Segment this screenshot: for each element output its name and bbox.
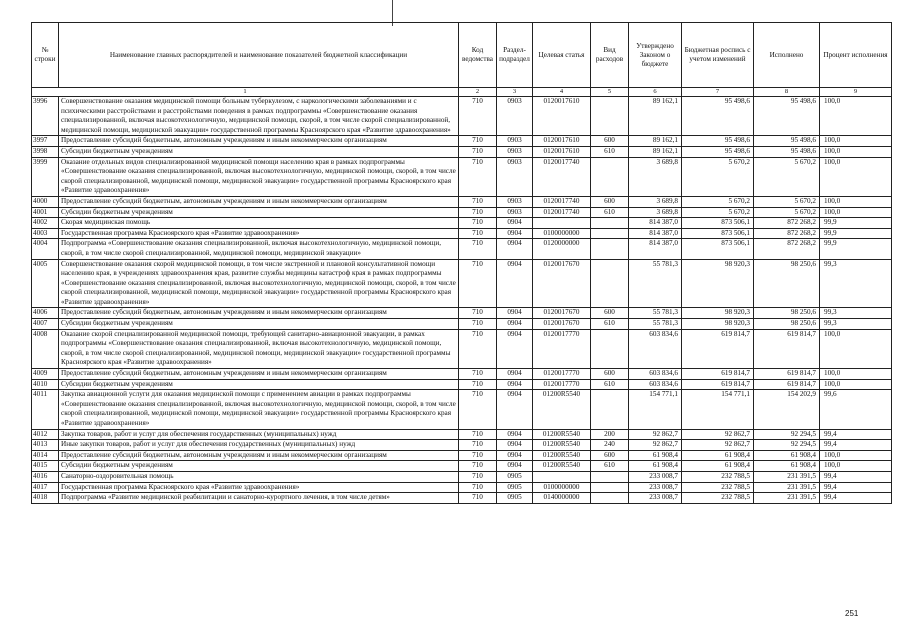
dept-code: 710 (459, 429, 497, 440)
target-article: 0120017670 (533, 308, 591, 319)
row-name: Иные закупки товаров, работ и услуг для обеспечения государственных (муниципальных) нужд (59, 440, 459, 451)
row-name: Предоставление субсидий бюджетным, автономным учреждениям и иным некоммерческим организациям (59, 196, 459, 207)
budget-list-amount: 5 670,2 (682, 157, 754, 196)
execution-percent: 99,3 (820, 319, 892, 330)
row-number: 4007 (32, 319, 59, 330)
budget-list-amount: 873 506,1 (682, 239, 754, 259)
expense-type: 240 (591, 440, 629, 451)
approved-amount: 3 689,8 (629, 207, 682, 218)
executed-amount: 872 268,2 (754, 239, 820, 259)
approved-amount: 3 689,8 (629, 196, 682, 207)
table-row (32, 329, 892, 368)
header-expense-type: Вид расходов (591, 23, 629, 88)
target-article: 0120017770 (533, 379, 591, 390)
approved-amount: 55 781,3 (629, 259, 682, 308)
executed-amount: 5 670,2 (754, 157, 820, 196)
row-number: 4016 (32, 471, 59, 482)
budget-list-amount: 61 908,4 (682, 461, 754, 472)
approved-amount: 92 862,7 (629, 440, 682, 451)
approved-amount: 233 008,7 (629, 493, 682, 504)
dept-code: 710 (459, 482, 497, 493)
executed-amount: 5 670,2 (754, 196, 820, 207)
execution-percent: 100,0 (820, 461, 892, 472)
row-name: Оказание скорой специализированной медицинской помощи, требующей санитарно-авиационной эвакуации, в рамках подпрограммы «Совершенствование оказания специализированной, включая высокотехнологичную, медицинской помощи, скорой, в том числе скорой специализированной, медицинской помощи, медицинской эвакуации» государственной программы Красноярского края «Развитие здравоохранения» (59, 329, 459, 368)
dept-code: 710 (459, 218, 497, 229)
budget-list-amount: 232 788,5 (682, 482, 754, 493)
budget-list-amount: 98 920,3 (682, 259, 754, 308)
table-row (32, 482, 892, 493)
row-name: Совершенствование оказания скорой медицинской помощи, в том числе экстренной и плановой консультативной помощи населению края, в учреждениях здравоохранения края, развитие службы медицины катастроф края в рамках подпрограммы «Совершенствование оказания специализированной, включая высокотехнологичную, медицинской помощи, скорой, в том числе скорой специализированной, медицинской помощи, медицинской эвакуации» государственной программы Красноярского края «Развитие здравоохранения» (59, 259, 459, 308)
target-article: 01200R5540 (533, 450, 591, 461)
section-code: 0903 (497, 146, 533, 157)
target-article: 0120017740 (533, 157, 591, 196)
section-code: 0904 (497, 239, 533, 259)
table-row (32, 228, 892, 239)
dept-code: 710 (459, 157, 497, 196)
target-article (533, 218, 591, 229)
row-number: 3999 (32, 157, 59, 196)
row-number: 4003 (32, 228, 59, 239)
executed-amount: 98 250,6 (754, 259, 820, 308)
table-body (32, 97, 892, 504)
dept-code: 710 (459, 379, 497, 390)
row-number: 4012 (32, 429, 59, 440)
execution-percent: 99,6 (820, 390, 892, 429)
expense-type: 600 (591, 450, 629, 461)
table-row (32, 319, 892, 330)
section-code: 0904 (497, 308, 533, 319)
executed-amount: 98 250,6 (754, 308, 820, 319)
row-name: Подпрограмма «Развитие медицинской реабилитации и санаторно-курортного лечения, в том числе детям» (59, 493, 459, 504)
dept-code: 710 (459, 450, 497, 461)
expense-type: 610 (591, 146, 629, 157)
table-row (32, 450, 892, 461)
execution-percent: 100,0 (820, 97, 892, 136)
expense-type (591, 329, 629, 368)
target-article: 0120017610 (533, 146, 591, 157)
approved-amount: 233 008,7 (629, 471, 682, 482)
execution-percent: 100,0 (820, 136, 892, 147)
target-article (533, 471, 591, 482)
expense-type (591, 97, 629, 136)
dept-code: 710 (459, 308, 497, 319)
row-number: 4002 (32, 218, 59, 229)
executed-amount: 231 391,5 (754, 471, 820, 482)
table-row (32, 157, 892, 196)
dept-code: 710 (459, 461, 497, 472)
budget-list-amount: 92 862,7 (682, 440, 754, 451)
column-number: 7 (682, 88, 754, 97)
executed-amount: 619 814,7 (754, 329, 820, 368)
table-row (32, 239, 892, 259)
budget-table (31, 22, 892, 504)
target-article: 0120017740 (533, 207, 591, 218)
executed-amount: 231 391,5 (754, 482, 820, 493)
row-number: 4011 (32, 390, 59, 429)
column-number: 5 (591, 88, 629, 97)
budget-list-amount: 5 670,2 (682, 196, 754, 207)
section-code: 0903 (497, 97, 533, 136)
row-name: Государственная программа Красноярского края «Развитие здравоохранения» (59, 228, 459, 239)
header-percent: Процент исполнения (820, 23, 892, 88)
execution-percent: 100,0 (820, 207, 892, 218)
header-executed: Исполнено (754, 23, 820, 88)
budget-list-amount: 92 862,7 (682, 429, 754, 440)
row-number: 3996 (32, 97, 59, 136)
budget-list-amount: 873 506,1 (682, 218, 754, 229)
executed-amount: 95 498,6 (754, 97, 820, 136)
target-article: 0120017670 (533, 319, 591, 330)
header-row-no: № строки (32, 23, 59, 88)
target-article: 01200R5540 (533, 440, 591, 451)
table-row (32, 218, 892, 229)
executed-amount: 231 391,5 (754, 493, 820, 504)
column-number: 3 (497, 88, 533, 97)
execution-percent: 99,9 (820, 228, 892, 239)
executed-amount: 619 814,7 (754, 379, 820, 390)
execution-percent: 100,0 (820, 379, 892, 390)
target-article: 0100000000 (533, 482, 591, 493)
execution-percent: 99,9 (820, 218, 892, 229)
column-number: 4 (533, 88, 591, 97)
approved-amount: 603 834,6 (629, 329, 682, 368)
row-number: 4014 (32, 450, 59, 461)
execution-percent: 100,0 (820, 369, 892, 380)
row-number: 4005 (32, 259, 59, 308)
table-row (32, 471, 892, 482)
budget-list-amount: 232 788,5 (682, 471, 754, 482)
row-number: 4004 (32, 239, 59, 259)
section-code: 0904 (497, 369, 533, 380)
executed-amount: 92 294,5 (754, 440, 820, 451)
execution-percent: 100,0 (820, 450, 892, 461)
row-number: 4008 (32, 329, 59, 368)
row-name: Субсидии бюджетным учреждениям (59, 207, 459, 218)
budget-list-amount: 873 506,1 (682, 228, 754, 239)
budget-list-amount: 61 908,4 (682, 450, 754, 461)
expense-type: 600 (591, 196, 629, 207)
approved-amount: 89 162,1 (629, 97, 682, 136)
expense-type: 610 (591, 379, 629, 390)
target-article: 0100000000 (533, 228, 591, 239)
table-row (32, 390, 892, 429)
approved-amount: 61 908,4 (629, 461, 682, 472)
target-article: 0120017770 (533, 329, 591, 368)
row-name: Совершенствование оказания медицинской помощи больным туберкулезом, с наркологическими заболеваниями и с психическими расстройствами и расстройствами поведения в рамках подпрограммы «Совершенствование оказания специализированной, включая высокотехнологичную, медицинской помощи, скорой, в том числе скорой специализированной, медицинской помощи, медицинской эвакуации» государственной программы Красноярского края «Развитие здравоохранения» (59, 97, 459, 136)
column-number: 2 (459, 88, 497, 97)
table-row (32, 429, 892, 440)
expense-type (591, 228, 629, 239)
budget-list-amount: 232 788,5 (682, 493, 754, 504)
dept-code: 710 (459, 390, 497, 429)
column-number-row (32, 88, 892, 97)
row-number: 4013 (32, 440, 59, 451)
target-article: 0120017770 (533, 369, 591, 380)
expense-type (591, 157, 629, 196)
expense-type (591, 390, 629, 429)
approved-amount: 814 387,0 (629, 218, 682, 229)
dept-code: 710 (459, 239, 497, 259)
dept-code: 710 (459, 493, 497, 504)
approved-amount: 89 162,1 (629, 136, 682, 147)
expense-type (591, 218, 629, 229)
expense-type: 600 (591, 369, 629, 380)
target-article: 0120017740 (533, 196, 591, 207)
expense-type: 200 (591, 429, 629, 440)
header-section: Раздел-подраздел (497, 23, 533, 88)
row-name: Закупка авиационной услуги для оказания медицинской помощи с применением авиации в рамках подпрограммы «Совершенствование оказания специализированной, включая высокотехнологичную, медицинской помощи, скорой, в том числе скорой специализированной, медицинской помощи, медицинской эвакуации» государственной программы Красноярского края «Развитие здравоохранения» (59, 390, 459, 429)
column-number: 1 (32, 88, 459, 97)
execution-percent: 99,4 (820, 493, 892, 504)
budget-list-amount: 619 814,7 (682, 379, 754, 390)
table-row (32, 440, 892, 451)
page-number: 251 (845, 609, 859, 618)
approved-amount: 89 162,1 (629, 146, 682, 157)
row-name: Предоставление субсидий бюджетным, автономным учреждениям и иным некоммерческим организациям (59, 136, 459, 147)
section-code: 0904 (497, 228, 533, 239)
target-article: 0120017670 (533, 259, 591, 308)
expense-type (591, 493, 629, 504)
row-name: Закупка товаров, работ и услуг для обеспечения государственных (муниципальных) нужд (59, 429, 459, 440)
approved-amount: 92 862,7 (629, 429, 682, 440)
budget-list-amount: 95 498,6 (682, 97, 754, 136)
dept-code: 710 (459, 207, 497, 218)
approved-amount: 55 781,3 (629, 319, 682, 330)
table-row (32, 308, 892, 319)
execution-percent: 100,0 (820, 146, 892, 157)
row-number: 4009 (32, 369, 59, 380)
target-article: 0120017610 (533, 97, 591, 136)
executed-amount: 92 294,5 (754, 429, 820, 440)
target-article: 01200R5540 (533, 461, 591, 472)
expense-type: 600 (591, 136, 629, 147)
row-number: 3997 (32, 136, 59, 147)
section-code: 0904 (497, 450, 533, 461)
executed-amount: 154 202,9 (754, 390, 820, 429)
table-row (32, 379, 892, 390)
execution-percent: 99,4 (820, 471, 892, 482)
header-target: Целевая статья (533, 23, 591, 88)
executed-amount: 98 250,6 (754, 319, 820, 330)
execution-percent: 99,4 (820, 482, 892, 493)
execution-percent: 99,4 (820, 440, 892, 451)
executed-amount: 872 268,2 (754, 218, 820, 229)
executed-amount: 95 498,6 (754, 146, 820, 157)
section-code: 0905 (497, 482, 533, 493)
row-name: Субсидии бюджетным учреждениям (59, 461, 459, 472)
expense-type (591, 259, 629, 308)
column-number: 6 (629, 88, 682, 97)
approved-amount: 61 908,4 (629, 450, 682, 461)
budget-list-amount: 98 920,3 (682, 308, 754, 319)
execution-percent: 100,0 (820, 196, 892, 207)
row-number: 3998 (32, 146, 59, 157)
column-number: 8 (754, 88, 820, 97)
expense-type: 610 (591, 207, 629, 218)
execution-percent: 99,3 (820, 308, 892, 319)
executed-amount: 95 498,6 (754, 136, 820, 147)
execution-percent: 100,0 (820, 329, 892, 368)
dept-code: 710 (459, 440, 497, 451)
row-number: 4001 (32, 207, 59, 218)
header-approved: Утверждено Законом о бюджете (629, 23, 682, 88)
table-row (32, 196, 892, 207)
section-code: 0904 (497, 329, 533, 368)
table-row (32, 97, 892, 136)
approved-amount: 55 781,3 (629, 308, 682, 319)
execution-percent: 99,4 (820, 429, 892, 440)
dept-code: 710 (459, 146, 497, 157)
dept-code: 710 (459, 329, 497, 368)
budget-list-amount: 619 814,7 (682, 329, 754, 368)
header-dept: Код ведомства (459, 23, 497, 88)
target-article: 01200R5540 (533, 390, 591, 429)
budget-list-amount: 154 771,1 (682, 390, 754, 429)
table-row (32, 493, 892, 504)
approved-amount: 814 387,0 (629, 228, 682, 239)
budget-list-amount: 98 920,3 (682, 319, 754, 330)
row-name: Предоставление субсидий бюджетным, автономным учреждениям и иным некоммерческим организациям (59, 450, 459, 461)
section-code: 0904 (497, 429, 533, 440)
executed-amount: 619 814,7 (754, 369, 820, 380)
header-budget-list: Бюджетная роспись с учетом изменений (682, 23, 754, 88)
row-name: Санаторно-оздоровительная помощь (59, 471, 459, 482)
dept-code: 710 (459, 196, 497, 207)
row-name: Предоставление субсидий бюджетным, автономным учреждениям и иным некоммерческим организациям (59, 308, 459, 319)
section-code: 0903 (497, 207, 533, 218)
executed-amount: 61 908,4 (754, 461, 820, 472)
expense-type (591, 482, 629, 493)
section-code: 0905 (497, 471, 533, 482)
row-name: Субсидии бюджетным учреждениям (59, 146, 459, 157)
section-code: 0904 (497, 218, 533, 229)
section-code: 0903 (497, 157, 533, 196)
section-code: 0903 (497, 136, 533, 147)
target-article: 0120000000 (533, 239, 591, 259)
dept-code: 710 (459, 369, 497, 380)
approved-amount: 814 387,0 (629, 239, 682, 259)
row-number: 4017 (32, 482, 59, 493)
budget-list-amount: 5 670,2 (682, 207, 754, 218)
table-row (32, 259, 892, 308)
executed-amount: 872 268,2 (754, 228, 820, 239)
execution-percent: 99,9 (820, 239, 892, 259)
section-code: 0904 (497, 461, 533, 472)
dept-code: 710 (459, 471, 497, 482)
table-row (32, 369, 892, 380)
budget-sheet (31, 22, 892, 504)
dept-code: 710 (459, 319, 497, 330)
row-name: Государственная программа Красноярского края «Развитие здравоохранения» (59, 482, 459, 493)
section-code: 0904 (497, 440, 533, 451)
table-row (32, 207, 892, 218)
row-number: 4000 (32, 196, 59, 207)
expense-type: 600 (591, 308, 629, 319)
row-number: 4015 (32, 461, 59, 472)
approved-amount: 233 008,7 (629, 482, 682, 493)
row-name: Субсидии бюджетным учреждениям (59, 379, 459, 390)
header-row (32, 23, 892, 88)
executed-amount: 5 670,2 (754, 207, 820, 218)
execution-percent: 99,3 (820, 259, 892, 308)
budget-list-amount: 619 814,7 (682, 369, 754, 380)
executed-amount: 61 908,4 (754, 450, 820, 461)
row-name: Оказание отдельных видов специализированной медицинской помощи населению края в рамках подпрограммы «Совершенствование оказания специализированной, включая высокотехнологичную, медицинской помощи, скорой, в том числе скорой специализированной, медицинской помощи, медицинской эвакуации» государственной программы Красноярского края «Развитие здравоохранения» (59, 157, 459, 196)
section-code: 0903 (497, 196, 533, 207)
budget-list-amount: 95 498,6 (682, 136, 754, 147)
section-code: 0904 (497, 259, 533, 308)
row-number: 4010 (32, 379, 59, 390)
section-code: 0904 (497, 390, 533, 429)
table-row (32, 136, 892, 147)
approved-amount: 603 834,6 (629, 369, 682, 380)
target-article: 01200R5540 (533, 429, 591, 440)
header-name: Наименование главных распорядителей и наименование показателей бюджетной классификации (59, 23, 459, 88)
dept-code: 710 (459, 228, 497, 239)
approved-amount: 603 834,6 (629, 379, 682, 390)
target-article: 0140000000 (533, 493, 591, 504)
dept-code: 710 (459, 259, 497, 308)
row-number: 4018 (32, 493, 59, 504)
column-number: 9 (820, 88, 892, 97)
expense-type (591, 471, 629, 482)
row-name: Субсидии бюджетным учреждениям (59, 319, 459, 330)
budget-list-amount: 95 498,6 (682, 146, 754, 157)
target-article: 0120017610 (533, 136, 591, 147)
row-name: Предоставление субсидий бюджетным, автономным учреждениям и иным некоммерческим организациям (59, 369, 459, 380)
row-name: Скорая медицинская помощь (59, 218, 459, 229)
expense-type (591, 239, 629, 259)
table-row (32, 146, 892, 157)
dept-code: 710 (459, 97, 497, 136)
table-row (32, 461, 892, 472)
expense-type: 610 (591, 461, 629, 472)
section-code: 0904 (497, 379, 533, 390)
section-code: 0905 (497, 493, 533, 504)
row-name: Подпрограмма «Совершенствование оказания специализированной, включая высокотехнологичную, медицинской помощи, скорой, в том числе скорой специализированной, медицинской помощи, медицинской эвакуации» (59, 239, 459, 259)
row-number: 4006 (32, 308, 59, 319)
approved-amount: 154 771,1 (629, 390, 682, 429)
dept-code: 710 (459, 136, 497, 147)
approved-amount: 3 689,8 (629, 157, 682, 196)
expense-type: 610 (591, 319, 629, 330)
section-code: 0904 (497, 319, 533, 330)
execution-percent: 100,0 (820, 157, 892, 196)
